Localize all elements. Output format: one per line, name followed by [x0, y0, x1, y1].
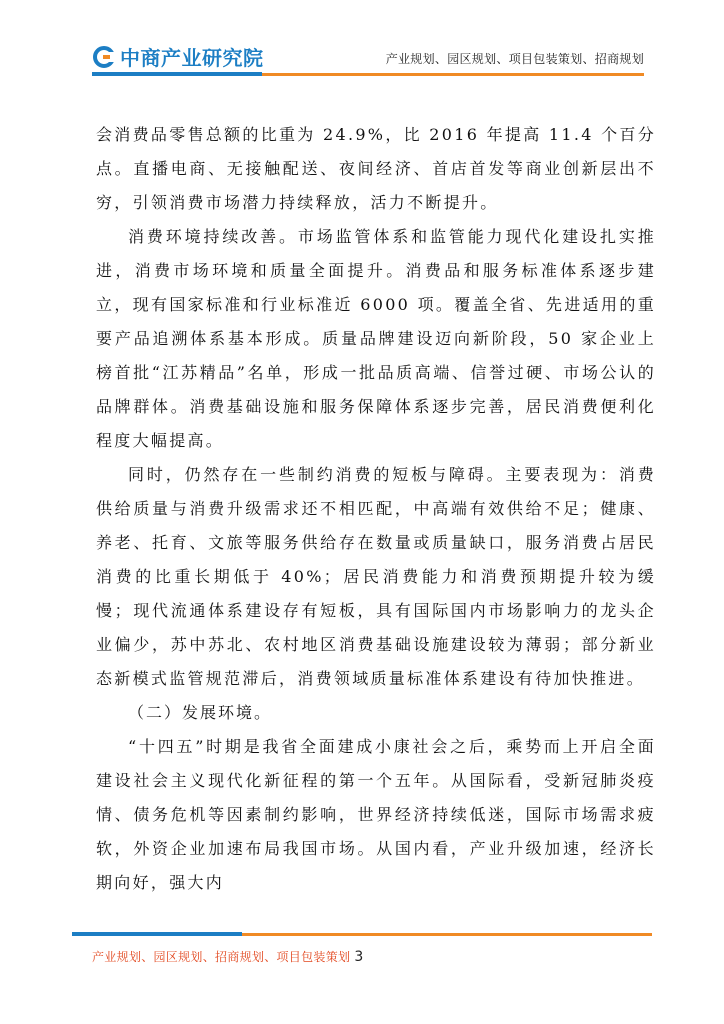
logo-mark-icon	[92, 45, 116, 69]
footer-rule-blue	[72, 932, 242, 936]
footer-text: 产业规划、园区规划、招商规划、项目包装策划	[92, 950, 351, 964]
header-rule-blue	[92, 72, 262, 76]
paragraph-consumer-environment: 消费环境持续改善。市场监管体系和监管能力现代化建设扎实推进，消费市场环境和质量全面提升。消费品和服务标准体系逐步建立，现有国家标准和行业标准近 6000 项。覆盖全省、先进适用的重要产品追溯体系基本形成。质量品牌建设迈向新阶段，50 家企业上榜首批“江苏精品”名单，形成一批品质高端、信誉过硬、市场公认的品牌群体。消费基础设施和服务保障体系逐步完善，居民消费便利化程度大幅提高。	[96, 227, 656, 450]
page-header	[0, 0, 724, 80]
page-number: 3	[354, 949, 364, 965]
document-body	[96, 118, 656, 900]
page-footer	[92, 948, 363, 965]
paragraph-shortcomings: 同时，仍然存在一些制约消费的短板与障碍。主要表现为：消费供给质量与消费升级需求还不相匹配，中高端有效供给不足；健康、养老、托育、文旅等服务供给存在数量或质量缺口，服务消费占居民消费的比重长期低于 40%；居民消费能力和消费预期提升较为缓慢；现代流通体系建设存有短板，具有国际国内市场影响力的龙头企业偏少，苏中苏北、农村地区消费基础设施建设较为薄弱；部分新业态新模式监管规范滞后，消费领域质量标准体系建设有待加快推进。	[96, 465, 656, 688]
header-rule-orange	[262, 73, 644, 76]
section-heading: （二）发展环境。	[128, 703, 273, 722]
footer-rule-orange	[242, 933, 652, 936]
header-tagline: 产业规划、园区规划、项目包装策划、招商规划	[385, 52, 644, 66]
logo-text: 中商产业研究院	[120, 46, 264, 70]
paragraph-continued: 会消费品零售总额的比重为 24.9%，比 2016 年提高 11.4 个百分点。直播电商、无接触配送、夜间经济、首店首发等商业创新层出不穷，引领消费市场潜力持续释放，活力不断提升。	[96, 125, 657, 212]
company-logo	[92, 42, 264, 71]
paragraph-development-environment: “十四五”时期是我省全面建成小康社会之后，乘势而上开启全面建设社会主义现代化新征程的第一个五年。从国际看，受新冠肺炎疫情、债务危机等因素制约影响，世界经济持续低迷，国际市场需求疲软，外资企业加速布局我国市场。从国内看，产业升级加速，经济长期向好，强大内	[96, 737, 656, 892]
